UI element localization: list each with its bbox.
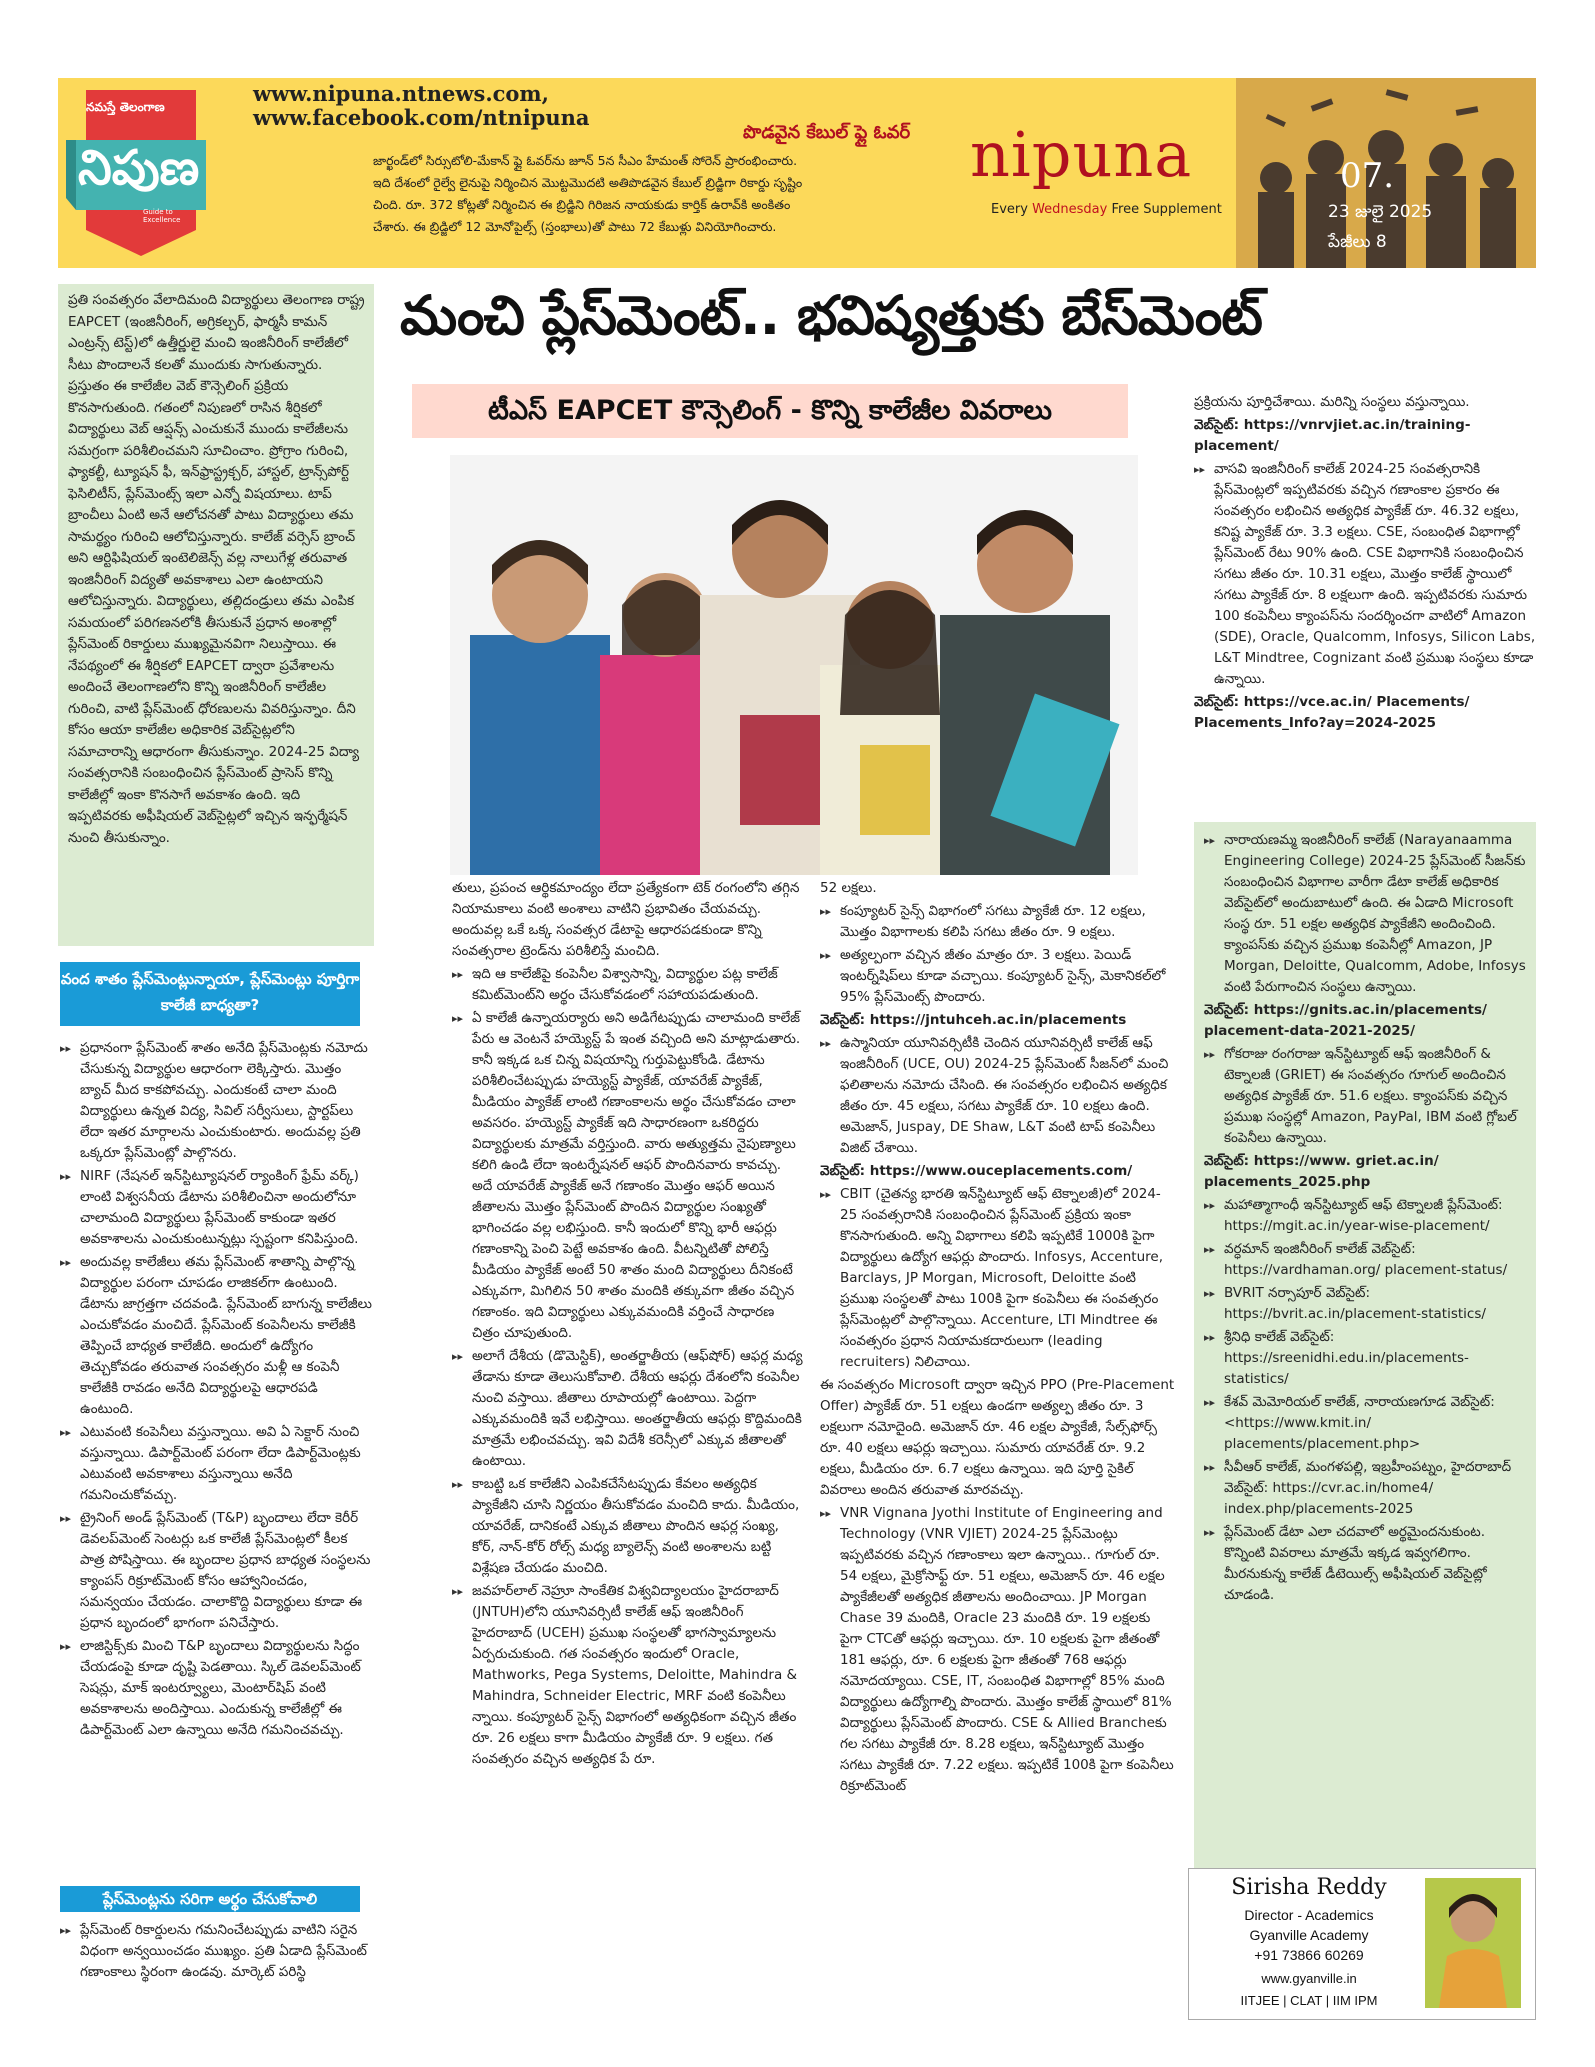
box-title-understand-placements [60,1886,360,1912]
list-item: ▸▸ CBIT (చైతన్య భారతి ఇన్‌స్టిట్యూట్ ఆఫ్ టెక్నాలజీ)లో 2024-25 సంవత్సరానికి సంబంధించిన ప్లేస్‌మెంట్ ప్రక్రియ ఇంకా కొనసాగుతుంది. అన్ని విభాగాలు కలిపి ఇప్పటికే 1000కి పైగా విద్యార్థులు ఉద్యోగ ఆఫర్లు పొందారు. Infosys, Accenture, Barclays, JP Morgan, Microsoft, Deloitte వంటి ప్రముఖ సంస్థలతో పాటు 100కి పైగా కంపెనీలు ఈ సంవత్సరం ప్లేస్‌మెంట్లలో పాల్గొన్నాయి. Accenture, LTI Mindtree ఈ సంవత్సరం ప్రధాన నియామకదారులుగా (leading recruiters) నిలిచాయి. [820,1184,1176,1373]
list-item: ▸▸ మహాత్మాగాంధీ ఇన్‌స్టిట్యూట్ ఆఫ్ టెక్నాలజీ ప్లేస్‌మెంట్: https://mgit.ac.in/year-wise-placement/ [1204,1195,1530,1237]
column-3 [820,878,1176,1799]
issue-date: 23 జులై 2025 [1328,202,1433,222]
column-4-box [1204,830,1530,1608]
list-item: ▸▸ ప్లేస్‌మెంట్ డేటా ఎలా చదవాలో అర్థమైందనుకుంట. కొన్నింటి వివరాలు మాత్రమే ఇక్కడ ఇవ్వగలిగాం. మీరనుకున్న కాలేజ్ డీటెయిల్స్ అఫీషియల్ వెబ్‌సైట్లో చూడండి. [1204,1522,1530,1606]
subheadline: టీఎస్ EAPCET కౌన్సెలింగ్ - కొన్ని కాలేజీల వివరాలు [412,384,1128,438]
box-title-text: ప్లేస్‌మెంట్లను సరిగా అర్థం చేసుకోవాలి [102,1890,318,1908]
tagline-pre: Every [991,202,1033,217]
list-item: ▸▸ కాబట్టి ఒక కాలేజీని ఎంపికచేసేటప్పుడు కేవలం అత్యధిక ప్యాకేజీని చూసి నిర్ణయం తీసుకోవడం మంచిది కాదు. మీడియం, యావరేజ్, దానికంటే ఎక్కువ జీతాలు పొందిన ఆఫర్ల సంఖ్య, కోర్, నాన్-కోర్ రోల్స్ మధ్య బ్యాలెన్స్ వంటి అంశాలను బట్టి విశ్లేషణ చేయడం మంచిది. [452,1474,804,1579]
list-item: ▸▸ అందువల్ల కాలేజీలు తమ ప్లేస్‌మెంట్ శాతాన్ని పాల్గొన్న విద్యార్థుల పరంగా చూపడం లాజికల్‌గా ఉంటుంది. డేటాను జాగ్రత్తగా చదవండి. ప్లేస్‌మెంట్ బాగున్న కాలేజీలు ఎంచుకోవడం మంచిదే. ప్లేస్‌మెంట్ కంపెనీలను కాలేజీకి తెప్పించే బాధ్యత కాలేజీది. అందులో ఉద్యోగం తెచ్చుకోవడం తరువాత సంవత్సరం మళ్లీ ఆ కంపెనీ కాలేజీకి రావడం అనేది విద్యార్థులపై ఆధారపడి ఉంటుంది. [60,1252,372,1420]
list-item: ▸▸ జవహర్‌లాల్ నెహ్రూ సాంకేతిక విశ్వవిద్యాలయం హైదరాబాద్ (JNTUH)లోని యూనివర్సిటీ కాలేజ్ ఆఫ్ ఇంజినీరింగ్ హైదరాబాద్ (UCEH) ప్రముఖ సంస్థలతో భాగస్వామ్యాలను ఏర్పరుచుకుంది. గత సంవత్సరం ఇందులో Oracle, Mathworks, Pega Systems, Deloitte, Mahindra & Mahindra, Schneider Electric, MRF వంటి కంపెనీలు న్నాయి. కంప్యూటర్ సైన్స్ విభాగంలో అత్యధికంగా వచ్చిన జీతం రూ. 26 లక్షలు కాగా మీడియం ప్యాకేజీ రూ. 9 లక్షలు. గత సంవత్సరం వచ్చిన అత్యధిక పే రూ. [452,1581,804,1770]
news-line: జార్ఖండ్‌లో సిర్సుటోలి-మేకాన్ ఫ్లై ఓవర్‌ను జూన్ 5న సీఎం హేమంత్ సోరెన్ ప్రారంభించారు. [373,153,798,168]
masthead [58,78,1536,268]
issue-number: 07. [1340,156,1395,196]
list-item: ▸▸ శ్రీనిధి కాలేజ్ వెబ్‌సైట్: https://sreenidhi.edu.in/placements-statistics/ [1204,1327,1530,1390]
page-headline: మంచి ప్లేస్‌మెంట్.. భవిష్యత్తుకు బేస్‌మెంట్ [400,284,1262,347]
author-card [1188,1868,1536,2020]
list-item: ▸▸ వర్ధమాన్ ఇంజినీరింగ్ కాలేజ్ వెబ్‌సైట్: https://vardhaman.org/ placement-status/ [1204,1239,1530,1281]
list-item: ▸▸ కేశవ్ మెమోరియల్ కాలేజ్, నారాయణగూడ వెబ్‌సైట్: <https://www.kmit.in/ placements/placement.php> [1204,1392,1530,1455]
author-name: Sirisha Reddy [1231,1875,1387,1900]
page-count: పేజీలు 8 [1328,232,1387,252]
header-urls [253,82,590,130]
logo-top-text: నమస్తే తెలంగాణ [86,100,165,114]
news-line: చేశారు. ఈ బ్రిడ్జిలో 12 మోనోపైల్స్ (స్తంభాలు)తో పాటు 72 కేబుళ్లు వినియోగించారు. [373,219,777,234]
website-link[interactable]: వెబ్‌సైట్: https://www.ouceplacements.com/ [820,1163,1133,1179]
list-item: ▸▸ సీవీఆర్ కాలేజ్, మంగళపల్లి, ఇబ్రహీంపట్నం, హైదరాబాద్ వెబ్‌సైట్: https://cvr.ac.in/home4/ index.php/placements-2025 [1204,1457,1530,1520]
brand-name: nipuna [970,118,1193,191]
tagline [991,202,1222,217]
list-item: ▸▸ NIRF (నేషనల్ ఇన్‌స్టిట్యూషనల్ ర్యాంకింగ్ ఫ్రేమ్ వర్క్) లాంటి విశ్వసనీయ డేటాను పరిశీలించినా అందులోనూ చాలామంది విద్యార్థులు ప్లేస్‌మెంట్ కాకుండా ఇతర అవకాశాలను ఎంచుకుంటున్నట్లు స్పష్టంగా కనిపిస్తుంది. [60,1166,372,1250]
logo-main-text: నిపుణ [78,140,200,196]
tagline-day: Wednesday [1032,202,1108,217]
facebook-link[interactable]: www.facebook.com/ntnipuna [253,105,590,130]
list-item: ▸▸ నారాయణమ్మ ఇంజినీరింగ్ కాలేజ్ (Narayanaamma Engineering College) 2024-25 ప్లేస్‌మెంట్ సీజన్‌కు సంబంధించిన విభాగాల వారీగా డేటా కాలేజ్ అధికారిక వెబ్‌సైట్‌లో అందుబాటులో ఉంది. ఈ ఏడాది Microsoft సంస్థ రూ. 51 లక్షల అత్యధిక ప్యాకేజీని అందించింది. క్యాంపస్‌కు వచ్చిన ప్రముఖ కంపెనీల్లో Amazon, JP Morgan, Deloitte, Qualcomm, Adobe, Infosys వంటి పేరుగాంచిన సంస్థలు ఉన్నాయి. [1204,830,1530,998]
tagline-post: Free Supplement [1107,202,1222,217]
list-item: ▸▸ ఉస్మానియా యూనివర్సిటీకి చెందిన యూనివర్సిటీ కాలేజ్ ఆఫ్ ఇంజినీరింగ్ (UCE, OU) 2024-25 ప్లేస్‌మెంట్ సీజన్‌లో మంచి ఫలితాలను నమోదు చేసింది. ఈ సంవత్సరం లభించిన అత్యధిక జీతం రూ. 45 లక్షలు, సగటు ప్యాకేజ్ రూ. 10 లక్షలు ఉంది. అమెజాన్, Juspay, DE Shaw, L&T వంటి టాప్ కంపెనీలు విజిట్ చేశాయి. [820,1033,1176,1159]
list-item: ▸▸ ఇది ఆ కాలేజీపై కంపెనీల విశ్వాసాన్ని, విద్యార్థుల పట్ల కాలేజ్ కమిట్‌మెంట్‌ని అర్థం చేసుకోవడంలో సహాయపడుతుంది. [452,964,804,1006]
website-link[interactable]: వెబ్‌సైట్: https://vnrvjiet.ac.in/training-placement/ [1194,417,1471,454]
list-item: ▸▸ BVRIT నర్సాపూర్ వెబ్‌సైట్: https://bvrit.ac.in/placement-statistics/ [1204,1283,1530,1325]
list-item: ▸▸ ప్లేస్‌మెంట్ రికార్డులను గమనించేటప్పుడు వాటిని సరైన విధంగా అన్వయించడం ముఖ్యం. ప్రతి ఏడాది ప్లేస్‌మెంట్ గణాంకాలు స్థిరంగా ఉండవు. మార్కెట్ పరిస్థి [60,1920,372,1983]
author-photo [1425,1875,1521,2011]
list-item: ▸▸ గోకరాజు రంగరాజు ఇన్‌స్టిట్యూట్ ఆఫ్ ఇంజినీరింగ్ & టెక్నాలజీ (GRIET) ఈ సంవత్సరం గూగుల్ అందించిన అత్యధిక ప్యాకేజ్ రూ. 51.6 లక్షలు. క్యాంపస్‌కు వచ్చిన ప్రముఖ సంస్థల్లో Amazon, PayPal, IBM వంటి గ్లోబల్ కంపెనీలు ఉన్నాయి. [1204,1044,1530,1149]
website-link[interactable]: www.nipuna.ntnews.com, [253,81,549,106]
column-4-top [1194,392,1536,736]
list-item: ▸▸ లాజిస్టిక్స్‌కు మించి T&P బృందాలు విద్యార్థులను సిద్ధం చేయడంపై కూడా దృష్టి పెడతాయి. స్కిల్ డెవలప్‌మెంట్ సెషన్లు, మాక్ ఇంటర్వ్యూలు, మెంటార్‌షిప్ వంటి అవకాశాలను అందిస్తాయి. ఎందుకున్న కాలేజీల్లో ఈ డిపార్ట్‌మెంట్ ఎలా ఉన్నాయి అనేది గమనించవచ్చు. [60,1636,372,1741]
news-line: చింది. రూ. 372 కోట్లతో నిర్మించిన ఈ బ్రిడ్జిని గిరిజన నాయకుడు కార్తిక్ ఉరావ్‌కి అంకితం [373,197,791,212]
list-item: ▸▸ ఏ కాలేజీ ఉన్నాయర్యారు అని అడిగేటప్పుడు చాలామంది కాలేజ్ పేరు ఆ వెంటనే హయ్యెస్ట్ పే ఇంత వచ్చింది అని మాట్లాడుతారు. కానీ ఇక్కడ ఒక చిన్న విషయాన్ని గుర్తుపెట్టుకోండి. డేటాను పరిశీలించేటప్పుడు హయ్యెస్ట్ ప్యాకేజ్, యావరేజ్ ప్యాకేజ్, మీడియం ప్యాకేజ్ లాంటి గణాంకాలను అర్థం చేసుకోవడం చాలా అవసరం. హయ్యెస్ట్ ప్యాకేజ్ ఇది సాధారణంగా ఒకరిద్దరు విద్యార్థులకు మాత్రమే వర్తిస్తుంది. వారు అత్యుత్తమ నైపుణ్యాలు కలిగి ఉండి లేదా ఇంటర్నేషనల్ ఆఫర్ పొందినవారు కావచ్చు. అదే యావరేజ్ ప్యాకేజ్ అనే గణాంకం మొత్తం ఆఫర్ అయిన జీతాలను మొత్తం ప్లేస్‌మెంట్ పొందిన విద్యార్థుల సంఖ్యతో భాగించడం వల్ల లభిస్తుంది. కానీ ఇందులో కొన్ని భారీ ఆఫర్లు గణాంకాన్ని పెంచి పెట్టే అవకాశం ఉంది. వీటన్నిటితో పోలిస్తే మీడియం ప్యాకేజ్ అంటే 50 శాతం మంది విద్యార్థులు దీనికంటే ఎక్కువగా, మిగిలిన 50 శాతం మందికి తక్కువగా జీతం వచ్చిన గణాంకం. ఇది విద్యార్థులు ఎక్కువమందికి వర్తించే సాధారణ చిత్రం చూపుతుంది. [452,1008,804,1344]
list-item: ▸▸ అలాగే దేశీయ (డొమెస్టిక్), అంతర్జాతీయ (ఆఫ్‌షోర్) ఆఫర్ల మధ్య తేడాను కూడా తెలుసుకోవాలి. దేశీయ ఆఫర్లు దేశంలోని కంపెనీల నుంచి వస్తాయి. జీతాలు రూపాయల్లో ఉంటాయి. పెద్దగా ఎక్కువమందికి ఇవే లభిస్తాయి. అంతర్జాతీయ ఆఫర్లు కొద్దిమందికి మాత్రమే లభించవచ్చు. ఇవి విదేశీ కరెన్సీలో ఎక్కువ జీతాలతో ఉంటాయి. [452,1346,804,1472]
list-item: ▸▸ కంప్యూటర్ సైన్స్ విభాగంలో సగటు ప్యాకేజీ రూ. 12 లక్షలు, మొత్తం విభాగాలకు కలిపి సగటు జీతం రూ. 9 లక్షలు. [820,901,1176,943]
box-title-placement-percentage [60,962,360,1026]
students-group-photo [450,455,1138,875]
author-phone: +91 73866 60269 [1254,1947,1364,1963]
list-item: ▸▸ ట్రైనింగ్ అండ్ ప్లేస్‌మెంట్ (T&P) బృందాలు లేదా కెరీర్ డెవలప్‌మెంట్ సెంటర్లు ఒక కాలేజీ ప్లేస్‌మెంట్లలో కీలక పాత్ర పోషిస్తాయి. ఈ బృందాల ప్రధాన బాధ్యత సంస్థలను క్యాంపస్ రిక్రూట్‌మెంట్ కోసం ఆహ్వానించడం, సమన్వయం చేయడం. చాలాకొద్ది విద్యార్థులు కూడా ఈ ప్రధాన బృందంలో భాగంగా పనిచేస్తారు. [60,1508,372,1634]
logo-guide-text: Guide to Excellence [143,208,181,224]
news-brief-body [373,150,1018,238]
author-org: Gyanville Academy [1249,1927,1369,1943]
box-title-text: వంద శాతం ప్లేస్‌మెంట్లున్నాయా, ప్లేస్‌మెంట్లు పూర్తిగా కాలేజీ బాధ్యతా? [60,970,360,1014]
column-1-end [60,1920,372,1985]
list-item: ▸▸ వాసవి ఇంజినీరింగ్ కాలేజ్ 2024-25 సంవత్సరానికి ప్లేస్‌మెంట్లలో ఇప్పటివరకు వచ్చిన గణాంకాల ప్రకారం ఈ సంవత్సరం లభించిన అత్యధిక ప్యాకేజ్ రూ. 46.32 లక్షలు, కనిష్ట ప్యాకేజ్ రూ. 3.3 లక్షలు. CSE, సంబంధిత విభాగాల్లో ప్లేస్‌మెంట్ రేటు 90% ఉంది. CSE విభాగానికి సంబంధించిన సగటు జీతం రూ. 10.31 లక్షలు, మొత్తం కాలేజ్ స్థాయిలో సగటు ప్యాకేజ్ రూ. 8 లక్షలుగా ఉంది. ఇప్పటివరకు సుమారు 100 కంపెనీలు క్యాంపస్‌ను సందర్శించగా వాటిలో Amazon (SDE), Oracle, Qualcomm, Infosys, Silicon Labs, L&T Mindtree, Cognizant వంటి ప్రముఖ సంస్థలు కూడా ఉన్నాయి. [1194,459,1536,690]
list-item: ▸▸ అత్యల్పంగా వచ్చిన జీతం మాత్రం రూ. 3 లక్షలు. పెయిడ్ ఇంటర్న్‌షిప్‌లు కూడా వచ్చాయి. కంప్యూటర్ సైన్స్, మెకానికల్‌లో 95% ప్లేస్‌మెంట్స్ పొందారు. [820,945,1176,1008]
paragraph: ప్రక్రియను పూర్తిచేశాయి. మరిన్ని సంస్థలు వస్తున్నాయి. [1194,394,1470,410]
paragraph: తులు, ప్రపంచ ఆర్థికమాంద్యం లేదా ప్రత్యేకంగా టెక్ రంగంలోని తగ్గిన నియామకాలు వంటి అంశాలు వాటిని ప్రభావితం చేయవచ్చు. అందువల్ల ఒకే ఒక్క సంవత్సర డేటాపై ఆధారపడకుండా కొన్ని సంవత్సరాల ట్రెండ్‌ను పరిశీలిస్తే మంచిది. [452,880,800,959]
news-line: ఇది దేశంలో రైల్వే లైనుపై నిర్మించిన మొట్టమొదటి అతిపొడవైన కేబుల్ బ్రిడ్జిగా రికార్డు సృష్టిం [373,175,803,190]
list-item: ▸▸ ఎటువంటి కంపెనీలు వస్తున్నాయి. అవి ఏ సెక్టార్ నుంచి వస్తున్నాయి. డిపార్ట్‌మెంట్ పరంగా లేదా డిపార్ట్‌మెంట్లకు ఎటువంటి అవకాశాలు వస్తున్నాయి అనేది గమనించుకోవచ్చు. [60,1422,372,1506]
list-item: ▸▸ VNR Vignana Jyothi Institute of Engineering and Technology (VNR VJIET) 2024-25 ప్లేస్‌మెంట్లు ఇప్పటివరకు వచ్చిన గణాంకాలు ఇలా ఉన్నాయి.. గూగుల్ రూ. 54 లక్షలు, మైక్రోసాఫ్ట్ రూ. 51 లక్షలు, అమెజాన్ రూ. 46 లక్షల ప్యాకేజీలతో అత్యధిక జీతాలను అందించాయి. JP Morgan Chase 39 మందికి, Oracle 23 మందికి రూ. 19 లక్షలకు పైగా CTCతో ఆఫర్లు ఇచ్చాయి. రూ. 10 లక్షలకు పైగా జీతంతో 181 ఆఫర్లు, రూ. 6 లక్షలకు పైగా జీతంతో 768 ఆఫర్లు నమోదయ్యాయి. CSE, IT, సంబంధిత విభాగాల్లో 85% మంది విద్యార్థులు ఉద్యోగాల్ని పొందారు. మొత్తం కాలేజ్ స్థాయిలో 81% విద్యార్థులు ప్లేస్‌మెంట్ పొందారు. CSE & Allied Brancheకు గల సగటు ప్యాకేజీ రూ. 8.28 లక్షలు, ఇన్‌స్టిట్యూట్ మొత్తం సగటు ప్యాకేజీ రూ. 7.22 లక్షలు. ఇప్పటికే 100కి పైగా కంపెనీలు రిక్రూట్‌మెంట్ [820,1503,1176,1797]
website-link[interactable]: వెబ్‌సైట్: https://gnits.ac.in/placements/ placement-data-2021-2025/ [1204,1002,1487,1039]
paragraph: 52 లక్షలు. [820,880,877,896]
intro-text: ప్రతి సంవత్సరం వేలాదిమంది విద్యార్థులు తెలంగాణ రాష్ట్ర EAPCET (ఇంజినీరింగ్, అగ్రికల్చర్, ఫార్మసీ కామన్ ఎంట్రన్స్ టెస్ట్)లో ఉత్తీర్ణులై మంచి ఇంజినీరింగ్ కాలేజీలో సీటు పొందాలనే కలతో ముందుకు సాగుతున్నారు. ప్రస్తుతం ఈ కాలేజీల వెబ్ కౌన్సెలింగ్ ప్రక్రియ కొనసాగుతుంది. గతంలో నిపుణలో రాసిన శీర్షికలో విద్యార్థులు వెబ్ ఆప్షన్స్ ఎంచుకునే ముందు కాలేజీలను సమగ్రంగా పరిశీలించమని సూచించాం. ప్రోగ్రాం గురించి, ఫ్యాకల్టీ, ట్యూషన్ ఫీ, ఇన్‌ఫ్రాస్ట్రక్చర్, హాస్టల్, ట్రాన్స్‌పోర్ట్ ఫెసిలిటీస్, ప్లేస్‌మెంట్స్ ఇలా ఎన్నో విషయాలు. టాప్ బ్రాంచీలు ఏంటి అనే ఆలోచనతో పాటు విద్యార్థులు తమ సామర్థ్యం గురించి ఆలోచిస్తున్నారు. కాలేజ్ వర్సెస్ బ్రాంచ్ అని ఆర్టిఫిషియల్ ఇంటెలిజెన్స్ వల్ల నాలుగేళ్ల తరువాత ఇంజినీరింగ్ విద్యతో అవకాశాలు ఎలా ఉంటాయని ఆలోచిస్తున్నారు. విద్యార్థులు, తల్లిదండ్రులు తమ ఎంపిక సమయంలో పరిగణనలోకి తీసుకునే ప్రధాన అంశాల్లో ప్లేస్‌మెంట్ రికార్డులు ముఖ్యమైనవిగా నిలుస్తాయి. ఈ నేపథ్యంలో ఈ శీర్షికలో EAPCET ద్వారా ప్రవేశాలను అందించే తెలంగాణలోని కొన్ని ఇంజినీరింగ్ కాలేజీల గురించి, వాటి ప్లేస్‌మెంట్ ధోరణులను వివరిస్తున్నాం. దీని కోసం ఆయా కాలేజీల అధికారిక వెబ్‌సైట్లలోని సమాచారాన్ని ఆధారంగా తీసుకున్నాం. 2024-25 విద్యా సంవత్సరానికి సంబంధించిన ప్లేస్‌మెంట్ ప్రాసెస్ కొన్ని కాలేజీల్లో ఇంకా కొనసాగే అవకాశం ఉంది. ఇది ఇప్పటివరకు అఫీషియల్ వెబ్‌సైట్లలో ఇచ్చిన ఇన్ఫర్మేషన్ నుంచి తీసుకున్నాం. [68,292,365,846]
author-exams: IITJEE | CLAT | IIM IPM [1240,1993,1378,2008]
news-brief-title: పొడవైన కేబుల్ ఫ్లై ఓవర్ [743,122,911,143]
website-link[interactable]: వెబ్‌సైట్: https://jntuhceh.ac.in/placements [820,1012,1127,1028]
list-item: ▸▸ ప్రధానంగా ప్లేస్‌మెంట్ శాతం అనేది ప్లేస్‌మెంట్లకు నమోదు చేసుకున్న విద్యార్థుల ఆధారంగా లెక్కిస్తారు. మొత్తం బ్యాచ్ మీద కాకపోవచ్చు. ఎందుకంటే చాలా మంది విద్యార్థులు ఉన్నత విద్య, సివిల్ సర్వీసులు, స్టార్టప్‌లు లేదా ఇతర మార్గాలను ఎంచుకుంటారు. అందువల్ల ప్రతి ఒక్కరూ ప్లేస్‌మెంట్లో పాల్గొనరు. [60,1038,372,1164]
column-2 [452,878,804,1772]
author-title: Director - Academics [1244,1907,1374,1923]
author-website[interactable]: www.gyanville.in [1261,1971,1357,1986]
column-1 [60,1038,372,1743]
website-link[interactable]: వెబ్‌సైట్: https://vce.ac.in/ Placements/ Placements_Info?ay=2024-2025 [1194,694,1470,731]
paragraph: ఈ సంవత్సరం Microsoft ద్వారా ఇచ్చిన PPO (Pre-Placement Offer) ప్యాకేజ్ రూ. 51 లక్షలు ఉండగా అత్యల్ప జీతం రూ. 3 లక్షలుగా నమోదైంది. అమెజాన్ రూ. 46 లక్షల ప్యాకేజీ, సేల్స్‌ఫోర్స్ రూ. 40 లక్షలు ఆఫర్లు ఇచ్చాయి. సుమారు యావరేజ్ రూ. 9.2 లక్షలు, మీడియం రూ. 6.7 లక్షలు ఉన్నాయి. ఇది పూర్తి సైకిల్ వివరాలు అందిన తరువాత మారవచ్చు. [820,1377,1175,1498]
website-link[interactable]: వెబ్‌సైట్: https://www. griet.ac.in/ placements_2025.php [1204,1153,1439,1190]
